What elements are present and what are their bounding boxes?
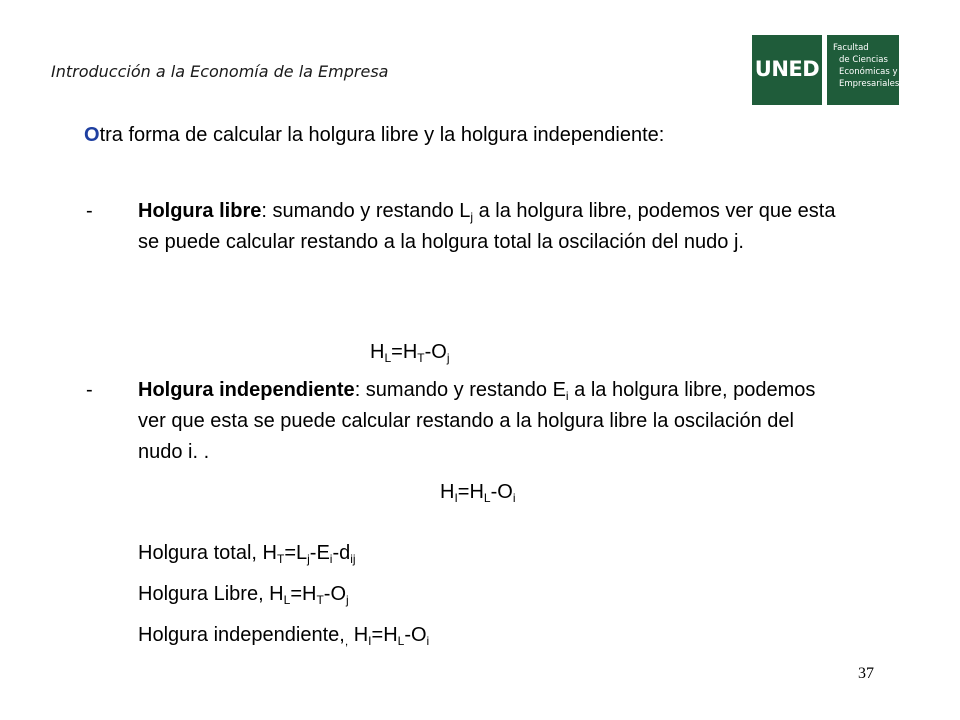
- subscript: I: [368, 634, 372, 648]
- small-comma: ,: [344, 634, 349, 648]
- subscript: j: [446, 351, 450, 365]
- summary-holgura-independiente: [138, 624, 429, 647]
- formula-holgura-libre: [370, 341, 450, 364]
- summary-part: -d: [332, 542, 351, 564]
- formula-part: =H: [391, 341, 418, 363]
- uned-logo: [752, 35, 899, 105]
- summary-part: -E: [309, 542, 330, 564]
- summary-part: Holgura independiente,: [138, 624, 345, 646]
- subscript: j: [307, 552, 310, 566]
- bullet-text-part: a la holgura libre, podemos ver que esta se puede calcular restando a la holgura total la oscilación del nudo j.: [138, 200, 836, 253]
- subscript: i: [512, 491, 516, 505]
- subscript: L: [283, 593, 291, 607]
- intro-sentence: [84, 124, 664, 147]
- uned-logo-text: UNED: [754, 57, 820, 81]
- formula-holgura-independiente: [440, 481, 516, 504]
- bullet-text-part: : sumando y restando L: [261, 200, 471, 222]
- subscript: i: [426, 634, 430, 648]
- faculty-line-4: Empresariales: [839, 79, 900, 89]
- summary-part: -O: [404, 624, 427, 646]
- subscript: L: [483, 491, 491, 505]
- formula-part: =H: [457, 481, 484, 503]
- subscript: j: [346, 593, 349, 607]
- summary-holgura-total: [138, 542, 356, 565]
- subscript: i: [565, 389, 569, 403]
- summary-part: H: [348, 624, 369, 646]
- summary-part: -O: [323, 583, 346, 605]
- faculty-line-3: Económicas y: [839, 67, 898, 77]
- bullet-text: [138, 375, 836, 468]
- summary-part: =H: [371, 624, 398, 646]
- bullet-holgura-libre: [86, 196, 836, 258]
- subscript: L: [397, 634, 405, 648]
- subscript: ij: [350, 552, 356, 566]
- intro-first-letter: O: [84, 124, 100, 146]
- intro-text: tra forma de calcular la holgura libre y la holgura independiente:: [99, 124, 665, 146]
- subscript: I: [454, 491, 458, 505]
- faculty-line-2: de Ciencias: [839, 55, 888, 65]
- formula-part: H: [370, 341, 385, 363]
- summary-part: Holgura Libre, H: [138, 583, 284, 605]
- formula-part: -O: [490, 481, 513, 503]
- page-number: 37: [858, 665, 874, 682]
- subscript: L: [384, 351, 392, 365]
- bullet-term: Holgura libre: [138, 200, 262, 222]
- bullet-dash: -: [86, 379, 93, 401]
- subscript: T: [316, 593, 324, 607]
- subscript: i: [329, 552, 333, 566]
- bullet-text-part: : sumando y restando E: [354, 379, 566, 401]
- bullet-text-part: a la holgura libre, podemos ver que esta se puede calcular restando a la holgura libre la oscilación del nudo i. .: [138, 379, 816, 463]
- summary-part: =H: [290, 583, 317, 605]
- summary-part: Holgura total, H: [138, 542, 277, 564]
- bullet-dash: -: [86, 200, 93, 222]
- summary-part: =L: [284, 542, 308, 564]
- course-title: Introducción a la Economía de la Empresa: [51, 62, 389, 81]
- subscript: T: [276, 552, 285, 566]
- bullet-holgura-independiente: [86, 375, 836, 468]
- faculty-line-1: Facultad: [833, 43, 869, 53]
- bullet-text: [138, 196, 836, 258]
- bullet-term: Holgura independiente: [138, 379, 355, 401]
- faculty-name: [833, 42, 899, 90]
- summary-holgura-libre: [138, 583, 349, 606]
- uned-logo-mark: [752, 35, 822, 105]
- formula-part: H: [440, 481, 455, 503]
- subscript: j: [470, 210, 474, 224]
- faculty-logo-box: [827, 35, 899, 105]
- subscript: T: [417, 351, 425, 365]
- formula-part: -O: [424, 341, 447, 363]
